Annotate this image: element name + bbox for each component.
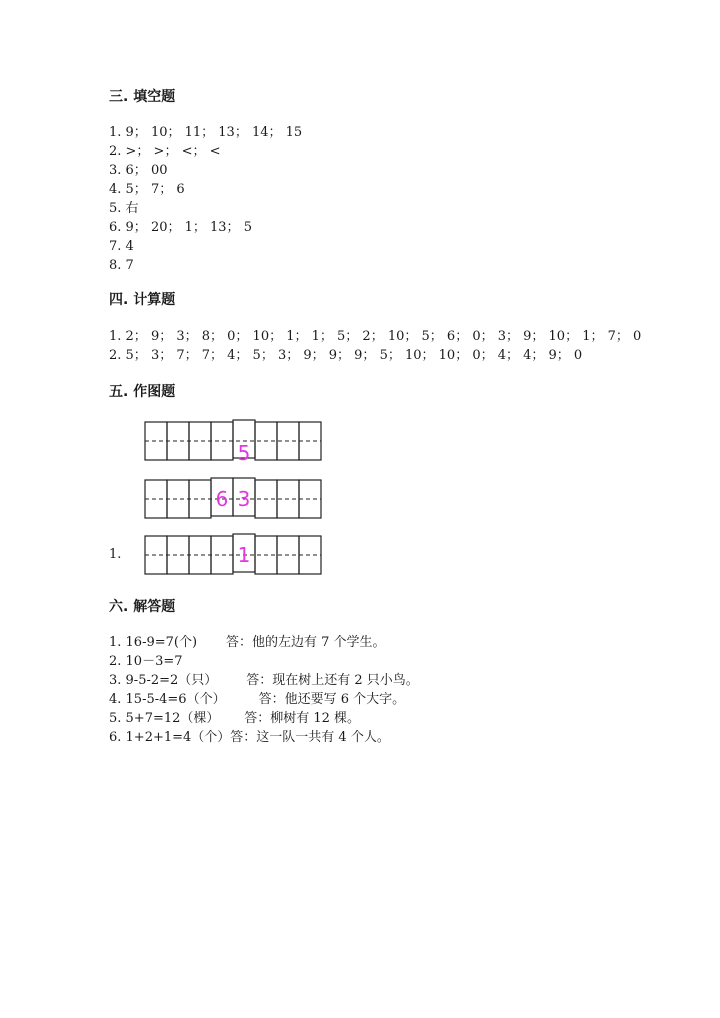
fill-blank-answer-3: 3. 6； 00: [109, 163, 168, 178]
grid-digit: 5: [237, 441, 251, 465]
grid-cell: [167, 422, 189, 460]
fill-blank-answer-7: 7. 4: [109, 239, 134, 254]
writing-grid-3: [140, 532, 330, 578]
section-4-title: 四. 计算题: [109, 292, 176, 308]
writing-grid-1: [140, 418, 330, 464]
calc-answer-2: 2. 5； 3； 7； 7； 4； 5； 3； 9； 9； 9； 5； 10； 10； 0； 4； 4； 9； 0: [109, 348, 583, 363]
word-problem-answer-3: 3. 9-5-2=2（只） 答：现在树上还有 2 只小鸟。: [109, 673, 419, 688]
drawing-question-number: 1.: [109, 547, 122, 562]
fill-blank-answer-8: 8. 7: [109, 258, 134, 273]
section-3-title: 三. 填空题: [109, 89, 176, 105]
calc-answer-1: 1. 2； 9； 3； 8； 0； 10； 1； 1； 5； 2； 10； 5； 6； 0； 3； 9； 10； 1； 7； 0: [109, 329, 642, 344]
grid-cell: [167, 480, 189, 518]
fill-blank-answer-4: 4. 5； 7； 6: [109, 182, 185, 197]
word-problem-answer-5: 5. 5+7=12（棵） 答：柳树有 12 棵。: [109, 711, 361, 726]
fill-blank-answer-6: 6. 9； 20； 1； 13； 5: [109, 220, 252, 235]
word-problem-answer-2: 2. 10－3=7: [109, 654, 183, 669]
section-5-title: 五. 作图题: [109, 384, 176, 400]
word-problem-answer-1: 1. 16-9=7(个) 答：他的左边有 7 个学生。: [109, 635, 386, 650]
writing-grid-2: [140, 476, 330, 522]
grid-digit: 3: [237, 487, 251, 511]
fill-blank-answer-1: 1. 9； 10； 11； 13； 14； 15: [109, 125, 303, 140]
grid-digit: 6: [215, 487, 229, 511]
fill-blank-answer-5: 5. 右: [109, 201, 139, 216]
grid-cell: [167, 536, 189, 574]
grid-cell: [189, 480, 211, 518]
word-problem-answer-6: 6. 1+2+1=4（个）答：这一队一共有 4 个人。: [109, 730, 390, 745]
grid-cell: [189, 536, 211, 574]
fill-blank-answer-2: 2. >； >； <； <: [109, 144, 221, 159]
word-problem-answer-4: 4. 15-5-4=6（个） 答：他还要写 6 个大字。: [109, 692, 406, 707]
grid-digit: 1: [237, 543, 251, 567]
grid-cell: [189, 422, 211, 460]
section-6-title: 六. 解答题: [109, 599, 176, 615]
